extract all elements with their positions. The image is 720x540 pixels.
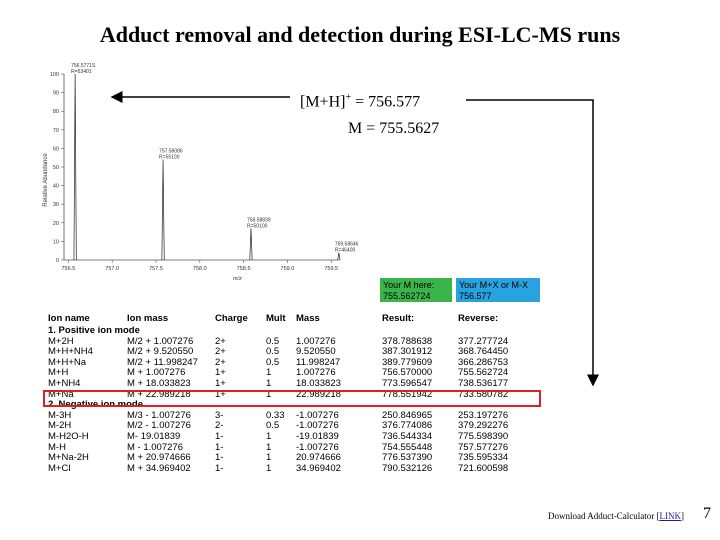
reverse-input-box[interactable] bbox=[456, 278, 540, 302]
table-cell: M+Na-2H bbox=[48, 452, 89, 464]
table-cell: M/3 - 1.007276 bbox=[127, 409, 191, 421]
col-charge: Charge bbox=[215, 312, 248, 324]
table-cell: M - 1.007276 bbox=[127, 441, 183, 453]
footer-download bbox=[548, 511, 684, 521]
table-cell: M/2 + 11.998247 bbox=[127, 356, 198, 368]
table-cell: 389.779609 bbox=[382, 356, 433, 368]
ion-value: = 756.577 bbox=[351, 93, 421, 111]
table-cell: 379.292276 bbox=[458, 420, 509, 432]
x-tick-label: 756.5 bbox=[61, 266, 76, 272]
footer-text: Download Adduct-Calculator bbox=[548, 511, 657, 521]
table-cell: 376.774086 bbox=[382, 420, 433, 432]
table-cell: 0.5 bbox=[266, 356, 280, 368]
table-cell: 0.33 bbox=[266, 409, 285, 421]
table-cell: 387.301912 bbox=[382, 346, 433, 358]
slide-title: Adduct removal and detection during ESI-LC-MS runs bbox=[99, 22, 621, 47]
table-cell: 1.007276 bbox=[296, 335, 336, 347]
table-cell: 773.596547 bbox=[382, 377, 433, 389]
ion-charge: + bbox=[345, 92, 352, 103]
x-tick-label: 757.5 bbox=[149, 266, 163, 272]
x-tick-label: 758.0 bbox=[192, 266, 207, 272]
y-tick-label: 0 bbox=[55, 258, 59, 264]
y-tick-label: 60 bbox=[52, 146, 59, 153]
page-number: 7 bbox=[703, 505, 711, 522]
table-cell: M + 22.989218 bbox=[127, 388, 191, 400]
peak-resolution-label: R=53401 bbox=[71, 69, 92, 75]
reverse-input-value: 756.577 bbox=[459, 291, 492, 301]
table-cell: 2+ bbox=[215, 356, 226, 368]
table-cell: M + 18.033823 bbox=[127, 377, 191, 389]
table-cell: 1 bbox=[266, 367, 272, 379]
table-cell: M+H+NH4 bbox=[48, 346, 93, 358]
table-row bbox=[48, 464, 538, 475]
table-cell: 1+ bbox=[215, 388, 226, 400]
table-cell: 1+ bbox=[215, 367, 226, 379]
table-header-row bbox=[48, 312, 538, 326]
table-cell: 34.969402 bbox=[296, 462, 341, 474]
x-tick-label: 758.5 bbox=[236, 266, 251, 272]
table-cell: 1 bbox=[266, 377, 272, 389]
table-cell: M- 19.01839 bbox=[127, 430, 181, 442]
highlight-box-m-plus-h bbox=[43, 390, 541, 407]
x-tick-label: 759.0 bbox=[280, 266, 295, 272]
peak-resolution-label: R=46400 bbox=[334, 247, 356, 254]
table-cell: 378.788638 bbox=[382, 335, 433, 347]
table-cell: M-H2O-H bbox=[48, 430, 89, 442]
mass-input-box[interactable] bbox=[380, 278, 452, 302]
table-cell: 755.562724 bbox=[458, 367, 509, 379]
footer-bracket-open: [ bbox=[656, 511, 660, 521]
x-tick-label: 757.0 bbox=[105, 266, 120, 272]
peak-mz-label: 757.58086 bbox=[159, 148, 183, 155]
y-tick-label: 10 bbox=[52, 239, 59, 246]
table-cell: 1 bbox=[266, 430, 272, 442]
table-cell: 1.007276 bbox=[296, 367, 336, 379]
y-tick-label: 40 bbox=[52, 183, 59, 190]
col-ion-mass: Ion mass bbox=[127, 312, 169, 324]
mass-annotation: M = 755.5627 bbox=[348, 120, 440, 137]
x-axis-label: m/z bbox=[233, 276, 242, 282]
table-cell: -1.007276 bbox=[296, 409, 339, 421]
col-mult: Mult bbox=[266, 312, 286, 324]
section-positive-ion-mode-label: 1. Positive ion mode bbox=[48, 325, 140, 336]
section-positive-ion-mode bbox=[48, 326, 538, 337]
peak-resolution-label: R=50100 bbox=[246, 223, 268, 230]
table-cell: M+H bbox=[48, 367, 69, 379]
y-axis-label: Relative Abundance bbox=[43, 153, 49, 207]
table-row bbox=[48, 379, 538, 390]
table-cell: 20.974666 bbox=[296, 452, 341, 464]
table-cell: 756.570000 bbox=[382, 367, 433, 379]
table-cell: 1 bbox=[266, 441, 272, 453]
footer-bracket-close: ] bbox=[680, 511, 684, 521]
table-cell: 377.277724 bbox=[458, 335, 509, 347]
table-cell: 721.600598 bbox=[458, 462, 509, 474]
table-cell: 1- bbox=[215, 452, 224, 464]
mass-input-label: Your M here: bbox=[383, 280, 435, 290]
table-cell: M + 20.974666 bbox=[127, 452, 191, 464]
table-cell: 2- bbox=[215, 420, 224, 432]
table-cell: 2+ bbox=[215, 335, 226, 347]
peak-resolution-label: R=55100 bbox=[159, 154, 180, 161]
section-negative-ion-mode-label: 2. Negative ion mode bbox=[48, 399, 144, 411]
table-row bbox=[48, 432, 538, 443]
table-cell: 1+ bbox=[215, 377, 226, 389]
table-cell: 757.577276 bbox=[458, 441, 509, 453]
y-tick-label: 30 bbox=[52, 202, 59, 209]
table-cell: M+Na bbox=[48, 388, 74, 400]
table-cell: 738.536177 bbox=[458, 377, 509, 389]
table-cell: M+Cl bbox=[48, 462, 71, 474]
col-result: Result: bbox=[382, 312, 415, 324]
table-cell: 1- bbox=[215, 430, 224, 442]
table-cell: 733.580782 bbox=[458, 388, 509, 400]
table-cell: 250.846965 bbox=[382, 409, 433, 421]
table-cell: M + 34.969402 bbox=[127, 462, 191, 474]
table-cell: M+H+Na bbox=[48, 356, 87, 368]
table-cell: M+NH4 bbox=[48, 377, 81, 389]
table-cell: 778.551942 bbox=[382, 388, 433, 400]
table-cell: M/2 + 9.520550 bbox=[127, 346, 194, 358]
table-cell: 366.286753 bbox=[458, 356, 509, 368]
y-tick-label: 80 bbox=[52, 109, 59, 116]
table-cell: 736.544334 bbox=[382, 430, 433, 442]
reverse-input-label: Your M+X or M-X bbox=[459, 280, 528, 290]
table-cell: 2+ bbox=[215, 346, 226, 358]
peak-mz-label: 759.58646 bbox=[334, 241, 359, 248]
table-cell: 9.520550 bbox=[296, 346, 336, 358]
table-cell: M + 1.007276 bbox=[127, 367, 186, 379]
peak-mz-label: 758.58839 bbox=[246, 217, 271, 224]
table-cell: M/2 + 1.007276 bbox=[127, 335, 194, 347]
table-cell: 3- bbox=[215, 409, 224, 421]
table-cell: 22.989218 bbox=[296, 388, 341, 400]
y-tick-label: 90 bbox=[52, 90, 59, 97]
table-cell: 1- bbox=[215, 441, 224, 453]
y-tick-label: 20 bbox=[52, 220, 59, 227]
table-cell: 0.5 bbox=[266, 335, 280, 347]
table-cell: 735.595334 bbox=[458, 452, 509, 464]
table-cell: 1 bbox=[266, 452, 272, 464]
table-cell: 1 bbox=[266, 388, 272, 400]
y-tick-label: 100 bbox=[49, 72, 59, 78]
col-ion-name: Ion name bbox=[48, 312, 90, 324]
table-cell: 18.033823 bbox=[296, 377, 341, 389]
table-cell: 0.5 bbox=[266, 420, 280, 432]
peak-mz-label: 756.5771S bbox=[71, 63, 96, 69]
table-cell: -1.007276 bbox=[296, 441, 339, 453]
table-cell: M-3H bbox=[48, 409, 72, 421]
table-cell: 776.537390 bbox=[382, 452, 433, 464]
y-tick-label: 50 bbox=[52, 165, 59, 171]
table-cell: 775.598390 bbox=[458, 430, 509, 442]
table-cell: 1- bbox=[215, 462, 224, 474]
table-cell: -1.007276 bbox=[296, 420, 339, 432]
ion-prefix: [M+H] bbox=[300, 93, 346, 111]
table-cell: 754.555448 bbox=[382, 441, 433, 453]
x-tick-label: 759.5 bbox=[324, 266, 339, 272]
table-cell: 790.532126 bbox=[382, 462, 433, 474]
table-cell: M/2 - 1.007276 bbox=[127, 420, 191, 432]
table-cell: M-H bbox=[48, 441, 66, 453]
table-cell: 368.764450 bbox=[458, 346, 509, 358]
col-reverse: Reverse: bbox=[458, 312, 499, 324]
y-tick-label: 70 bbox=[52, 127, 59, 134]
table-cell: 11.998247 bbox=[296, 356, 341, 368]
table-cell: 253.197276 bbox=[458, 409, 509, 421]
table-cell: -19.01839 bbox=[296, 430, 339, 442]
mass-input-value: 755.562724 bbox=[383, 291, 431, 301]
col-mass: Mass bbox=[296, 312, 320, 324]
table-cell: 0.5 bbox=[266, 346, 280, 358]
table-cell: M-2H bbox=[48, 420, 72, 432]
table-cell: 1 bbox=[266, 462, 272, 474]
calculator-link[interactable]: LINK bbox=[659, 511, 681, 521]
table-cell: M+2H bbox=[48, 335, 74, 347]
